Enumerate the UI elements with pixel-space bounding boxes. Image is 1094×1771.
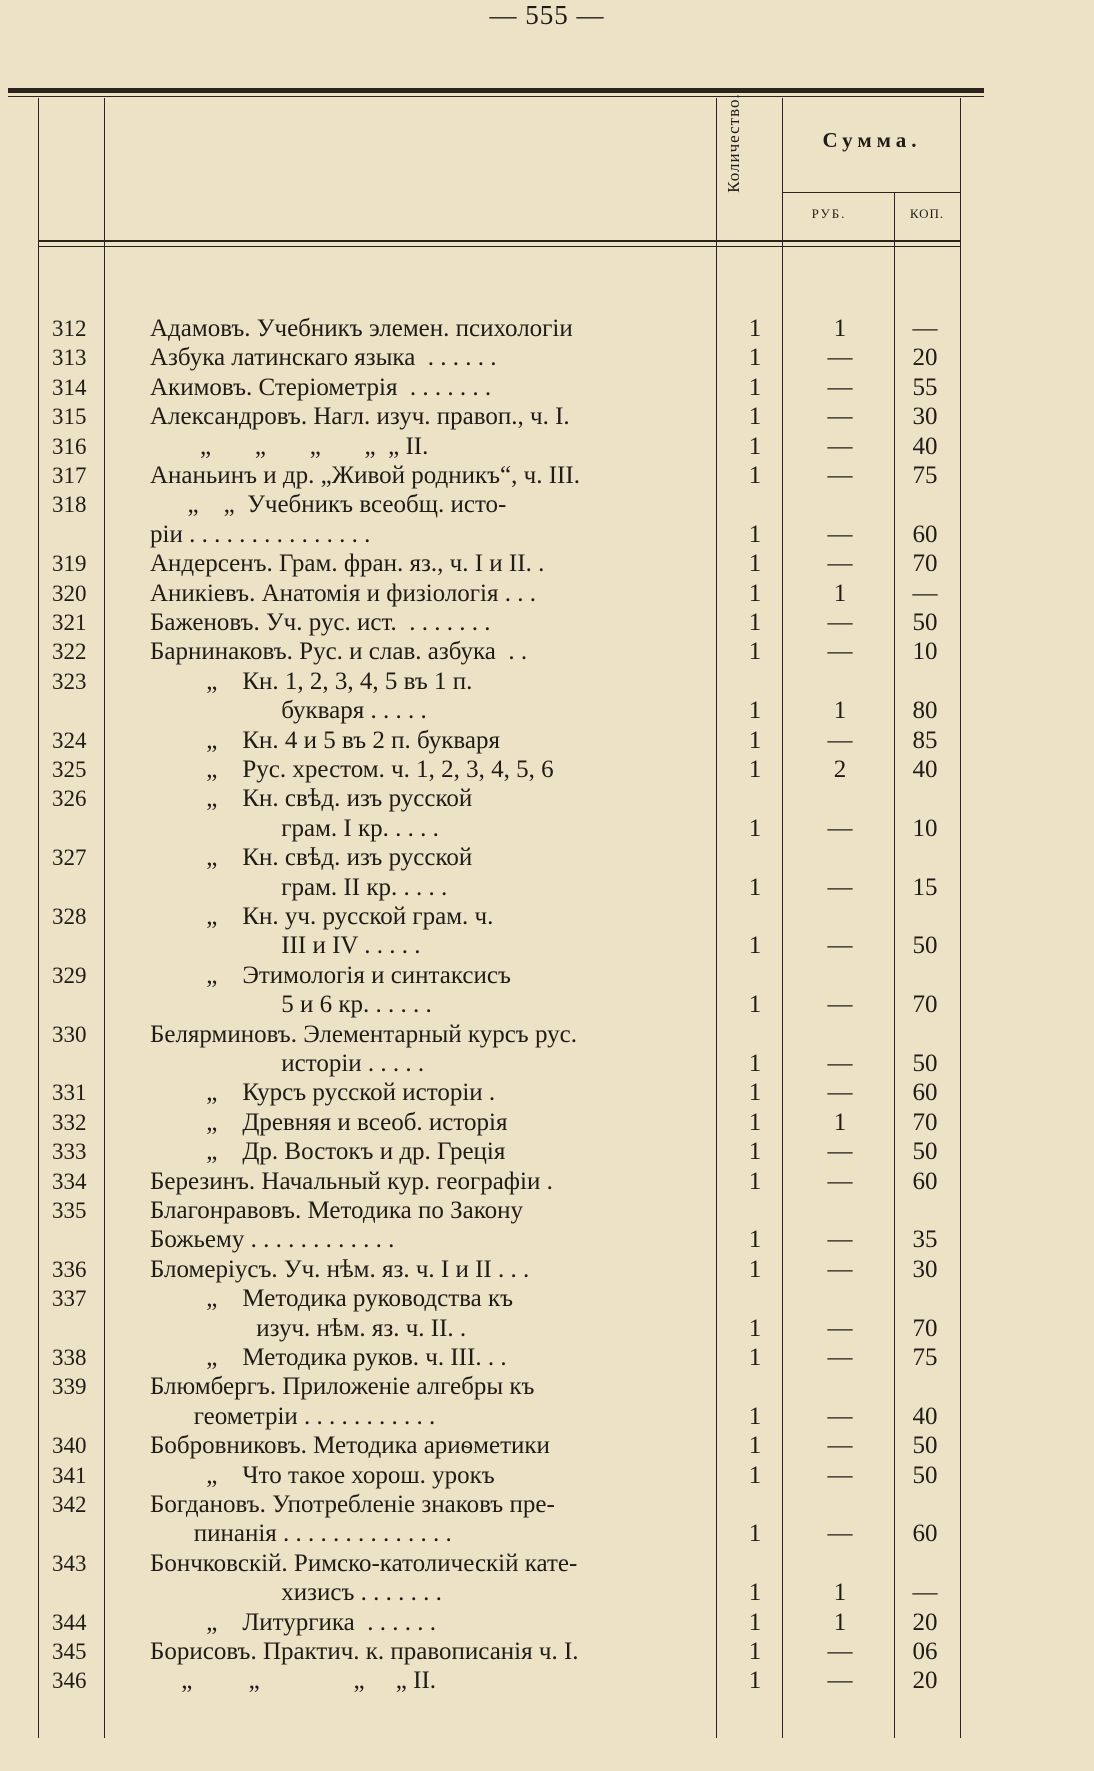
quantity-header: Количество. <box>724 93 743 193</box>
rub-cell: — <box>827 1667 853 1695</box>
quantity-cell: 1 <box>748 520 762 548</box>
quantity-cell: 1 <box>748 1608 762 1636</box>
table-row <box>0 1196 1094 1255</box>
table-row <box>0 579 1094 608</box>
kop-cell: 35 <box>912 1226 938 1254</box>
row-number: 337 <box>52 1286 87 1312</box>
book-title-line: Блюмбергъ. Приложеніе алгебры къ <box>150 1373 535 1401</box>
rub-cell: 1 <box>833 1108 847 1136</box>
quantity-cell: 1 <box>748 638 762 666</box>
kop-cell: 10 <box>912 814 938 842</box>
quantity-cell: 1 <box>748 697 762 725</box>
quantity-cell: 1 <box>748 403 762 431</box>
quantity-cell: 1 <box>748 1314 762 1342</box>
sum-header: Сумма. <box>822 128 922 152</box>
quantity-cell: 1 <box>748 373 762 401</box>
rub-cell: — <box>827 550 853 578</box>
table-row <box>0 1078 1094 1107</box>
book-title-line: „ Этимологія и синтаксисъ <box>150 961 511 989</box>
row-number: 323 <box>52 668 87 694</box>
row-number: 345 <box>52 1639 87 1664</box>
row-number: 340 <box>52 1433 87 1459</box>
kop-cell: 50 <box>912 1461 938 1489</box>
book-title-line: Березинъ. Начальный кур. географіи . <box>150 1167 553 1195</box>
kop-cell: 40 <box>912 756 938 783</box>
book-title-line: Бломеріусъ. Уч. нѣм. яз. ч. I и II . . . <box>150 1255 530 1283</box>
row-number: 319 <box>52 551 87 577</box>
row-number: 338 <box>52 1345 87 1370</box>
book-title-line: Благонравовъ. Методика по Закону <box>150 1197 524 1224</box>
page-number: — 555 — <box>489 0 605 30</box>
rub-cell: — <box>827 1314 853 1342</box>
book-title-line: „ Методика руков. ч. III. . . <box>150 1344 507 1371</box>
quantity-cell: 1 <box>748 1432 762 1460</box>
kop-cell: — <box>912 1579 938 1607</box>
kop-cell: 60 <box>912 1079 938 1107</box>
row-number: 321 <box>52 610 87 635</box>
table-row <box>0 1343 1094 1372</box>
kop-cell: 10 <box>912 638 938 666</box>
quantity-cell: 1 <box>748 1049 762 1077</box>
book-title-line: Бобровниковъ. Методика ариѳметики <box>150 1432 550 1460</box>
book-title-line: грам. II кр. . . . . <box>150 873 448 901</box>
book-title-line: „ Др. Востокъ и др. Греція <box>150 1138 506 1166</box>
row-number: 344 <box>52 1609 87 1635</box>
rub-cell: — <box>827 1638 853 1665</box>
quantity-cell: 1 <box>748 1108 762 1136</box>
rub-cell: — <box>827 1079 853 1107</box>
book-title-line: пинанія . . . . . . . . . . . . . . <box>150 1520 452 1548</box>
kop-cell: 50 <box>912 1049 938 1077</box>
quantity-cell: 1 <box>748 1167 762 1195</box>
quantity-cell: 1 <box>748 315 762 342</box>
table-row <box>0 843 1094 902</box>
kop-cell: 70 <box>912 550 938 578</box>
quantity-cell: 1 <box>748 1461 762 1489</box>
kop-cell: 50 <box>912 1138 938 1166</box>
rub-cell: 1 <box>833 1579 847 1607</box>
row-number: 326 <box>52 786 87 812</box>
rub-cell: — <box>827 1226 853 1254</box>
rub-cell: 1 <box>833 579 847 607</box>
row-number: 332 <box>52 1109 87 1135</box>
rub-cell: — <box>827 814 853 842</box>
rub-cell: — <box>827 462 853 489</box>
row-number: 342 <box>52 1492 87 1517</box>
table-row <box>0 1608 1094 1637</box>
quantity-cell: 1 <box>748 432 762 460</box>
book-title-line: Андерсенъ. Грам. фран. яз., ч. I и II. . <box>150 550 545 578</box>
quantity-cell: 1 <box>748 1255 762 1283</box>
table-row <box>0 726 1094 755</box>
kop-cell: 70 <box>912 1314 938 1342</box>
row-number: 318 <box>52 492 87 518</box>
kop-cell: 70 <box>912 991 938 1019</box>
kop-cell: 85 <box>912 726 938 754</box>
rub-cell: — <box>827 432 853 460</box>
table-row <box>0 784 1094 843</box>
kop-cell: 50 <box>912 609 938 636</box>
table-row <box>0 608 1094 637</box>
rub-cell: — <box>827 609 853 636</box>
book-title-line: грам. I кр. . . . . <box>150 814 439 842</box>
kop-cell: 80 <box>912 697 938 725</box>
row-number: 334 <box>52 1168 87 1194</box>
book-title-line: „ Рус. хрестом. ч. 1, 2, 3, 4, 5, 6 <box>150 756 554 783</box>
row-number: 314 <box>52 374 87 400</box>
quantity-cell: 1 <box>748 814 762 842</box>
book-title-line: Аникіевъ. Анатомія и физіологія . . . <box>150 579 536 607</box>
header-bottom-rule <box>38 240 960 242</box>
rub-cell: — <box>827 1255 853 1283</box>
table-row <box>0 549 1094 578</box>
book-title-line: Божьему . . . . . . . . . . . . <box>150 1226 395 1254</box>
rub-cell: 1 <box>833 315 847 342</box>
kop-cell: 75 <box>912 462 938 489</box>
book-title-line: букваря . . . . . <box>150 697 427 725</box>
rub-cell: — <box>827 1167 853 1195</box>
rub-cell: — <box>827 344 853 372</box>
quantity-cell: 1 <box>748 344 762 372</box>
row-number: 324 <box>52 727 87 753</box>
book-title-line: Ананьинъ и др. „Живой родникъ“, ч. III. <box>150 462 580 489</box>
quantity-cell: 1 <box>748 1226 762 1254</box>
rub-cell: — <box>827 1461 853 1489</box>
quantity-cell: 1 <box>748 1079 762 1107</box>
rub-cell: — <box>827 373 853 401</box>
book-title-line: „ Кн. уч. русской грам. ч. <box>150 903 494 930</box>
rub-cell: — <box>827 638 853 666</box>
book-title-line: „ Кн. 4 и 5 въ 2 п. букваря <box>150 726 500 754</box>
kop-cell: 60 <box>912 520 938 548</box>
rub-cell: 1 <box>833 1608 847 1636</box>
quantity-cell: 1 <box>748 756 762 783</box>
table-row <box>0 432 1094 461</box>
table-row <box>0 1461 1094 1490</box>
table-row <box>0 961 1094 1020</box>
row-number: 322 <box>52 639 87 665</box>
book-title-line: „ „ „ „ „ II. <box>150 432 429 460</box>
book-title-line: „ „ „ „ II. <box>150 1667 437 1695</box>
table-row <box>0 402 1094 431</box>
book-title-line: Бончковскій. Римско-католическій кате- <box>150 1549 578 1577</box>
book-title-line: Азбука латинскаго языка . . . . . . <box>150 344 497 372</box>
table-row <box>0 1666 1094 1695</box>
rub-cell: — <box>827 1049 853 1077</box>
kop-cell: 60 <box>912 1520 938 1548</box>
kop-cell: 20 <box>912 344 938 372</box>
table-row <box>0 902 1094 961</box>
row-number: 313 <box>52 345 87 371</box>
row-number: 329 <box>52 962 87 988</box>
book-title-line: Барнинаковъ. Рус. и слав. азбука . . <box>150 638 528 666</box>
table-row <box>0 461 1094 490</box>
row-number: 316 <box>52 433 87 459</box>
quantity-cell: 1 <box>748 1667 762 1695</box>
quantity-cell: 1 <box>748 932 762 960</box>
book-title-line: исторіи . . . . . <box>150 1049 425 1077</box>
quantity-cell: 1 <box>748 462 762 489</box>
table-row <box>0 1108 1094 1137</box>
book-title-line: Баженовъ. Уч. рус. ист. . . . . . . . <box>150 609 491 636</box>
rub-cell: — <box>827 1344 853 1371</box>
kop-cell: 20 <box>912 1608 938 1636</box>
quantity-cell: 1 <box>748 1638 762 1665</box>
rub-cell: — <box>827 1520 853 1548</box>
kop-header: КОП. <box>909 206 945 221</box>
row-number: 341 <box>52 1462 87 1488</box>
table-row <box>0 1167 1094 1196</box>
table-row <box>0 1372 1094 1431</box>
table-row <box>0 1431 1094 1460</box>
rub-cell: — <box>827 1138 853 1166</box>
rub-cell: — <box>827 520 853 548</box>
row-number: 328 <box>52 904 87 929</box>
book-title-line: III и IV . . . . . <box>150 932 421 960</box>
quantity-cell: 1 <box>748 1344 762 1371</box>
rub-header: РУБ. <box>811 206 847 221</box>
table-row <box>0 373 1094 402</box>
table-row <box>0 755 1094 784</box>
row-number: 333 <box>52 1139 87 1165</box>
row-number: 327 <box>52 845 87 871</box>
table-row <box>0 1490 1094 1549</box>
book-title-line: Борисовъ. Практич. к. правописанія ч. I. <box>150 1638 579 1665</box>
kop-cell: 55 <box>912 373 938 401</box>
table-row <box>0 1637 1094 1666</box>
row-number: 317 <box>52 463 87 488</box>
rub-cell: — <box>827 403 853 431</box>
quantity-cell: 1 <box>748 550 762 578</box>
kop-cell: 40 <box>912 1402 938 1430</box>
rub-cell: — <box>827 991 853 1019</box>
rub-cell: 1 <box>833 697 847 725</box>
book-title-line: „ Литургика . . . . . . <box>150 1608 437 1636</box>
quantity-cell: 1 <box>748 873 762 901</box>
kop-cell: 50 <box>912 1432 938 1460</box>
row-number: 325 <box>52 757 87 782</box>
quantity-cell: 1 <box>748 726 762 754</box>
row-number: 335 <box>52 1198 87 1223</box>
book-title-line: хизисъ . . . . . . . <box>150 1579 442 1607</box>
quantity-cell: 1 <box>748 1579 762 1607</box>
kop-cell: 30 <box>912 403 938 431</box>
sum-subheader-rule <box>782 192 960 193</box>
quantity-cell: 1 <box>748 991 762 1019</box>
quantity-cell: 1 <box>748 1520 762 1548</box>
book-title-line: Александровъ. Нагл. изуч. правоп., ч. I. <box>150 403 570 431</box>
kop-cell: 70 <box>912 1108 938 1136</box>
book-title-line: „ Что такое хорош. урокъ <box>150 1461 495 1489</box>
book-title-line: Белярминовъ. Элементарный курсъ рус. <box>150 1020 577 1048</box>
kop-cell: 06 <box>912 1638 938 1665</box>
row-number: 312 <box>52 316 87 341</box>
rub-cell: — <box>827 932 853 960</box>
kop-cell: 20 <box>912 1667 938 1695</box>
book-title-line: „ Древняя и всеоб. исторія <box>150 1108 508 1136</box>
book-title-line: 5 и 6 кр. . . . . . <box>150 991 432 1019</box>
kop-cell: 40 <box>912 432 938 460</box>
row-number: 330 <box>52 1021 87 1047</box>
book-title-line: „ Кн. свѣд. изъ русской <box>150 785 473 813</box>
rub-cell: — <box>827 1402 853 1430</box>
book-title-line: Акимовъ. Стеріометрія . . . . . . . <box>150 373 492 401</box>
kop-cell: 15 <box>912 873 938 901</box>
rub-cell: — <box>827 1432 853 1460</box>
rub-cell: — <box>827 726 853 754</box>
table-row <box>0 1020 1094 1079</box>
kop-cell: 50 <box>912 932 938 960</box>
book-title-line: Адамовъ. Учебникъ элемен. психологіи <box>150 315 573 342</box>
quantity-cell: 1 <box>748 579 762 607</box>
table-row <box>0 1255 1094 1284</box>
row-number: 331 <box>52 1080 87 1106</box>
table-row <box>0 343 1094 372</box>
row-number: 346 <box>52 1668 87 1694</box>
quantity-cell: 1 <box>748 609 762 636</box>
header-bottom-rule-thin <box>38 246 960 247</box>
table-row <box>0 1549 1094 1608</box>
kop-cell: — <box>912 579 938 607</box>
rub-cell: 2 <box>833 756 847 783</box>
kop-cell: 60 <box>912 1167 938 1195</box>
kop-cell: 75 <box>912 1344 938 1371</box>
book-title-line: „ Курсъ русской исторіи . <box>150 1079 496 1107</box>
row-number: 315 <box>52 404 87 430</box>
book-title-line: Богдановъ. Употребленіе знаковъ пре- <box>150 1491 555 1518</box>
book-title-line: геометріи . . . . . . . . . . . <box>150 1402 436 1430</box>
quantity-cell: 1 <box>748 1138 762 1166</box>
book-title-line: „ „ Учебникъ всеобщ. исто- <box>150 491 507 519</box>
table-row <box>0 490 1094 549</box>
kop-cell: — <box>912 315 938 342</box>
book-title-line: „ Кн. свѣд. изъ русской <box>150 844 473 872</box>
row-number: 320 <box>52 580 87 606</box>
book-title-line: ріи . . . . . . . . . . . . . . . <box>150 520 371 548</box>
rub-cell: — <box>827 873 853 901</box>
row-number: 343 <box>52 1550 87 1576</box>
book-title-line: изуч. нѣм. яз. ч. II. . <box>150 1314 467 1342</box>
book-title-line: „ Методика руководства къ <box>150 1285 514 1313</box>
row-number: 336 <box>52 1256 87 1282</box>
kop-cell: 30 <box>912 1255 938 1283</box>
top-rule-thick <box>8 88 984 93</box>
top-rule-thin <box>8 96 984 97</box>
table-row <box>0 667 1094 726</box>
row-number: 339 <box>52 1374 87 1400</box>
table-row <box>0 314 1094 343</box>
table-row <box>0 1284 1094 1343</box>
table-row <box>0 1137 1094 1166</box>
quantity-cell: 1 <box>748 1402 762 1430</box>
book-title-line: „ Кн. 1, 2, 3, 4, 5 въ 1 п. <box>150 667 473 695</box>
table-row <box>0 637 1094 666</box>
